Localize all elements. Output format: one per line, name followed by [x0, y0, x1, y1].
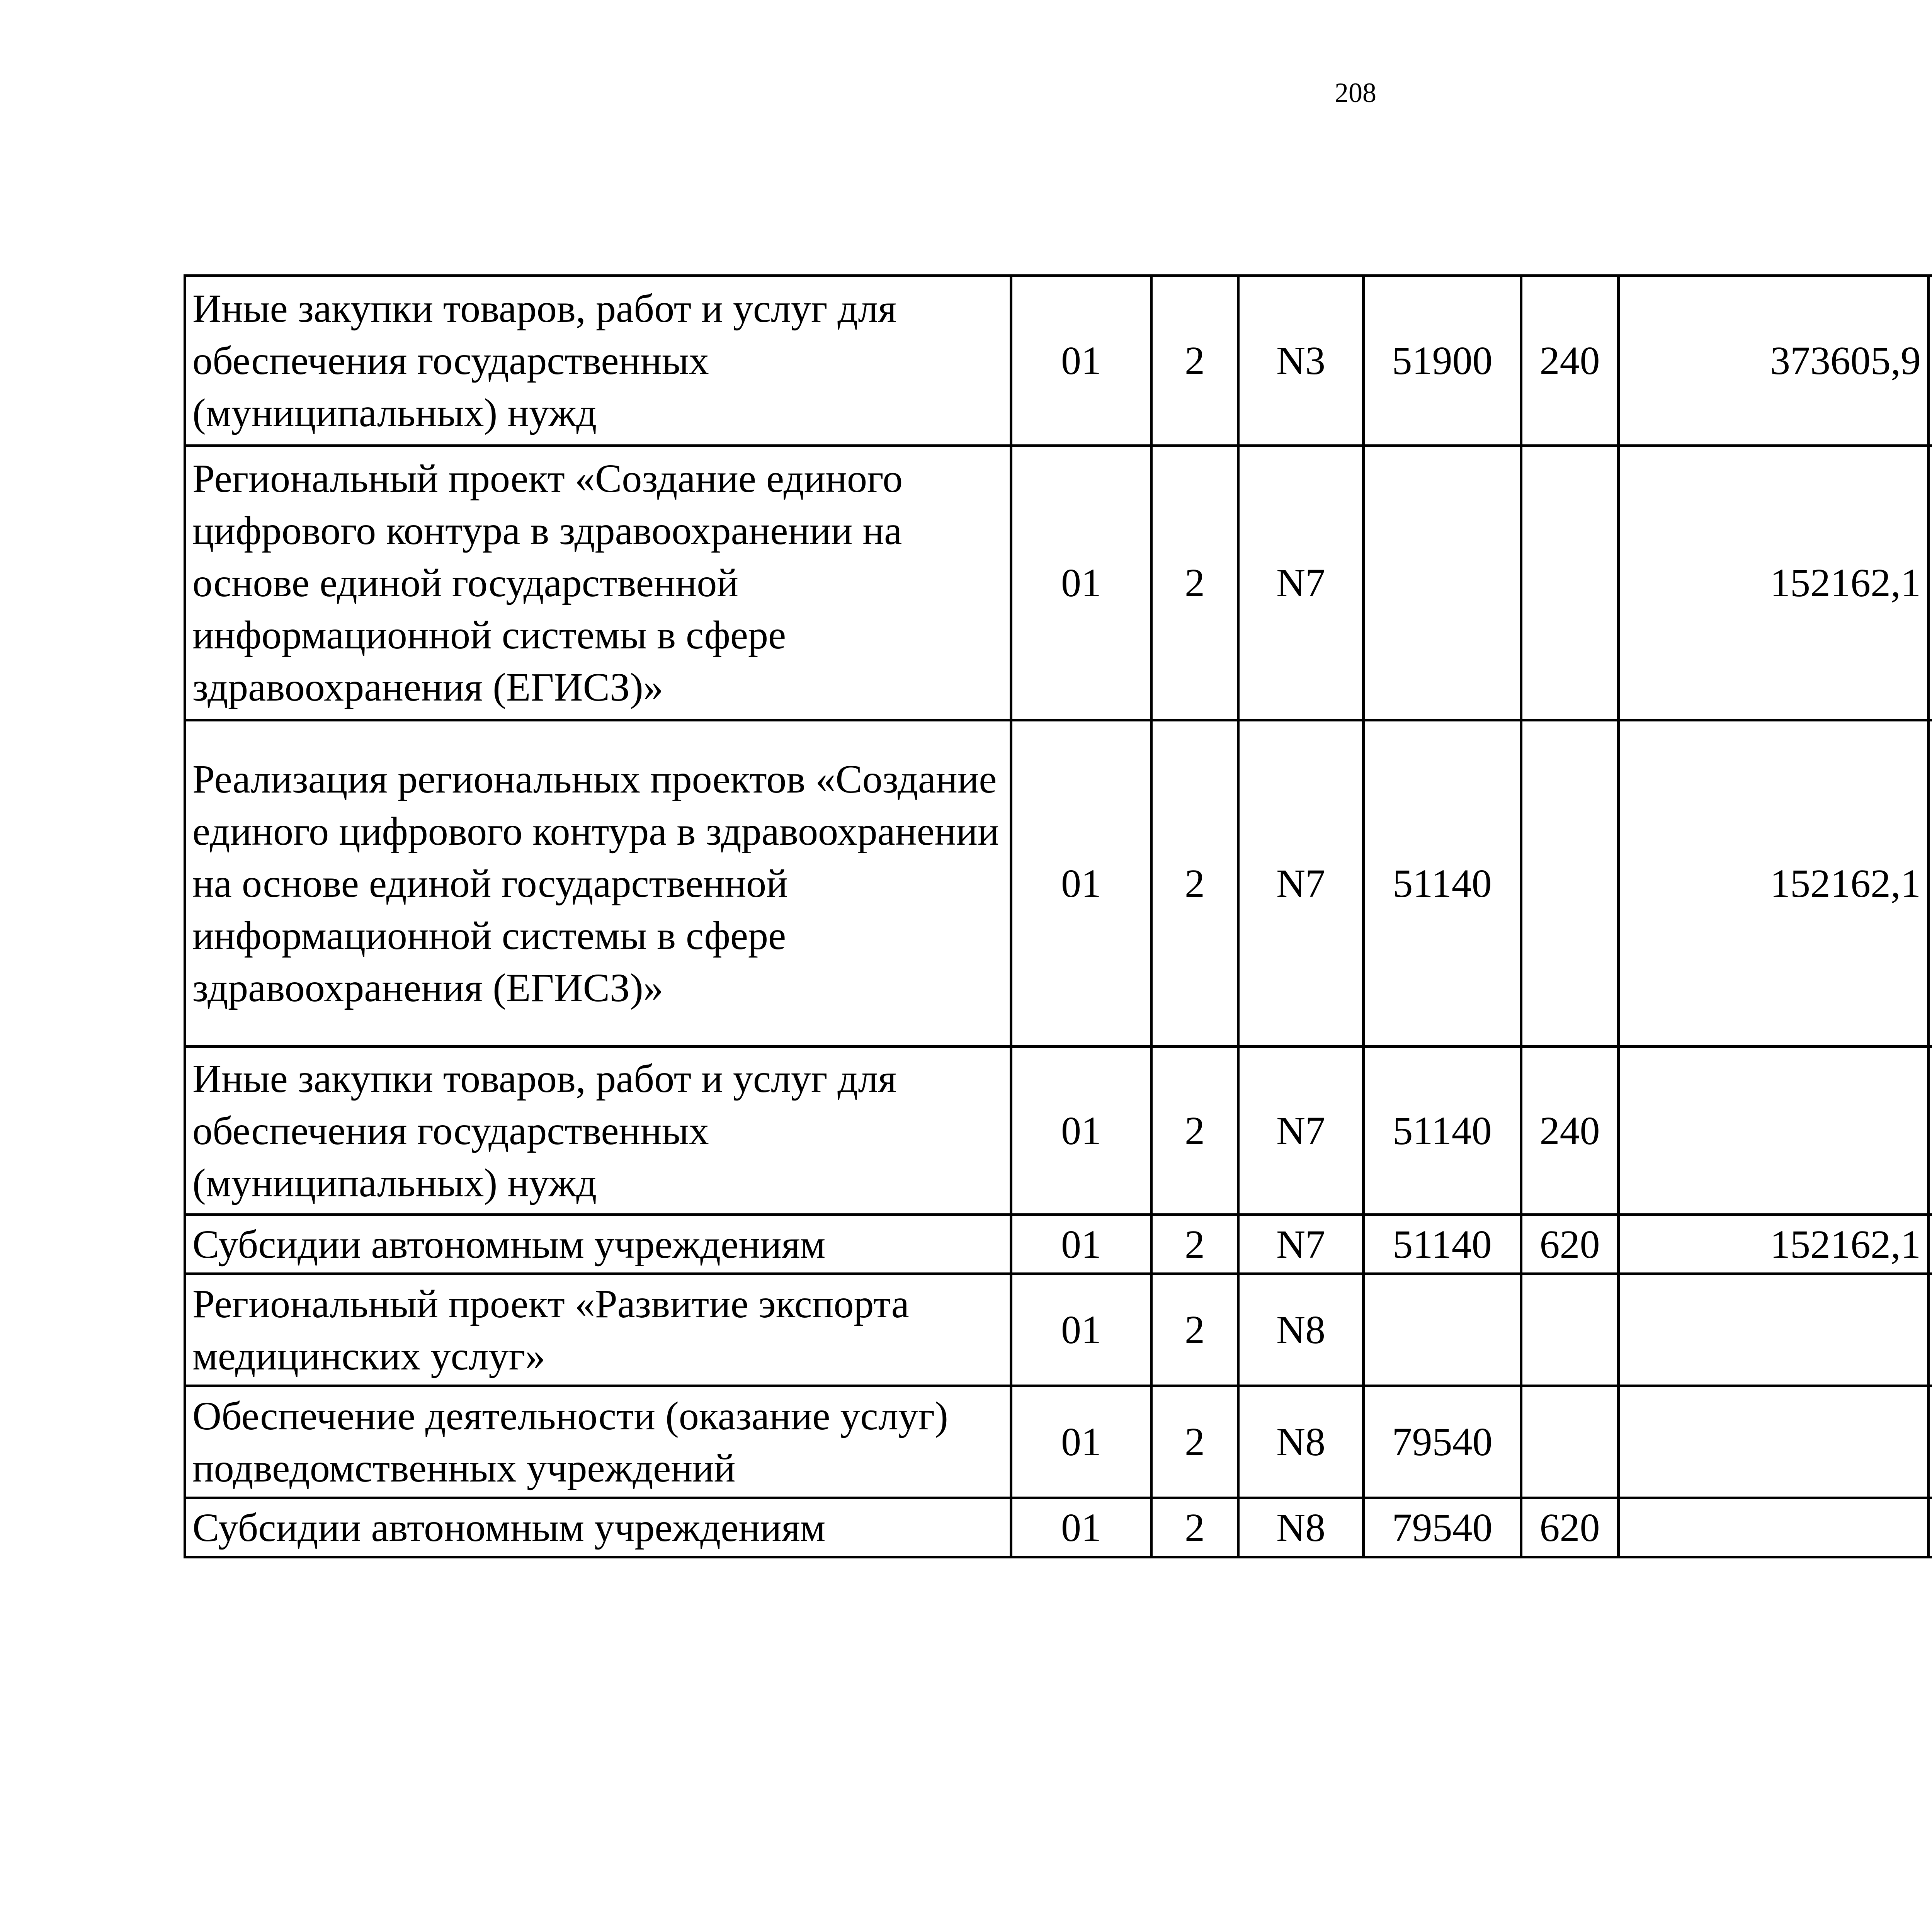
section-code: 01	[1011, 276, 1151, 446]
row-name: Иные закупки товаров, работ и услуг для обеспечения государственных (муниципальных) нужд	[185, 276, 1011, 446]
program-code: 2	[1151, 276, 1238, 446]
table-row	[185, 276, 1932, 446]
section-code: 01	[1011, 1274, 1151, 1386]
page-number: 208	[1335, 77, 1376, 108]
expense-type-code	[1521, 720, 1619, 1047]
section-code: 01	[1011, 720, 1151, 1047]
project-code: N7	[1238, 720, 1364, 1047]
project-code: N8	[1238, 1498, 1364, 1557]
amount-1	[1619, 1047, 1929, 1215]
project-code: N8	[1238, 1274, 1364, 1386]
program-code: 2	[1151, 1215, 1238, 1274]
amount-2	[1929, 1215, 1932, 1274]
row-name: Субсидии автономным учреждениям	[185, 1215, 1011, 1274]
table-row	[185, 1386, 1932, 1498]
program-code: 2	[1151, 446, 1238, 720]
direction-code: 51900	[1364, 276, 1521, 446]
project-code: N8	[1238, 1386, 1364, 1498]
section-code: 01	[1011, 1215, 1151, 1274]
program-code: 2	[1151, 720, 1238, 1047]
budget-table	[184, 274, 1932, 1558]
direction-code	[1364, 1274, 1521, 1386]
amount-2	[1929, 446, 1932, 720]
amount-1	[1619, 1498, 1929, 1557]
expense-type-code	[1521, 1386, 1619, 1498]
direction-code: 51140	[1364, 1047, 1521, 1215]
amount-2	[1929, 276, 1932, 446]
amount-2	[1929, 720, 1932, 1047]
program-code: 2	[1151, 1498, 1238, 1557]
program-code: 2	[1151, 1047, 1238, 1215]
expense-type-code: 240	[1521, 1047, 1619, 1215]
table-row	[185, 1215, 1932, 1274]
project-code: N3	[1238, 276, 1364, 446]
table-row	[185, 1047, 1932, 1215]
expense-type-code	[1521, 446, 1619, 720]
amount-1	[1619, 1274, 1929, 1386]
direction-code	[1364, 446, 1521, 720]
table-row	[185, 446, 1932, 720]
row-name: Обеспечение деятельности (оказание услуг) подведомственных учреждений	[185, 1386, 1011, 1498]
amount-1: 152162,1	[1619, 446, 1929, 720]
amount-1: 373605,9	[1619, 276, 1929, 446]
amount-2	[1929, 1498, 1932, 1557]
expense-type-code	[1521, 1274, 1619, 1386]
direction-code: 79540	[1364, 1386, 1521, 1498]
expense-type-code: 620	[1521, 1215, 1619, 1274]
expense-type-code: 240	[1521, 276, 1619, 446]
project-code: N7	[1238, 1047, 1364, 1215]
project-code: N7	[1238, 446, 1364, 720]
table-row	[185, 720, 1932, 1047]
direction-code: 51140	[1364, 720, 1521, 1047]
row-name: Иные закупки товаров, работ и услуг для обеспечения государственных (муниципальных) нужд	[185, 1047, 1011, 1215]
amount-2	[1929, 1386, 1932, 1498]
row-name: Реализация региональных проектов «Создание единого цифрового контура в здравоохранении на основе единой государственной информационной системы в сфере здравоохранения (ЕГИСЗ)»	[185, 720, 1011, 1047]
program-code: 2	[1151, 1274, 1238, 1386]
expense-type-code: 620	[1521, 1498, 1619, 1557]
section-code: 01	[1011, 1386, 1151, 1498]
section-code: 01	[1011, 446, 1151, 720]
direction-code: 51140	[1364, 1215, 1521, 1274]
table-row	[185, 1498, 1932, 1557]
amount-1: 152162,1	[1619, 1215, 1929, 1274]
program-code: 2	[1151, 1386, 1238, 1498]
project-code: N7	[1238, 1215, 1364, 1274]
amount-1	[1619, 1386, 1929, 1498]
section-code: 01	[1011, 1498, 1151, 1557]
amount-2	[1929, 1047, 1932, 1215]
direction-code: 79540	[1364, 1498, 1521, 1557]
row-name: Региональный проект «Создание единого цифрового контура в здравоохранении на основе единой государственной информационной системы в сфере здравоохранения (ЕГИСЗ)»	[185, 446, 1011, 720]
amount-2	[1929, 1274, 1932, 1386]
row-name: Региональный проект «Развитие экспорта медицинских услуг»	[185, 1274, 1011, 1386]
row-name: Субсидии автономным учреждениям	[185, 1498, 1011, 1557]
amount-1: 152162,1	[1619, 720, 1929, 1047]
section-code: 01	[1011, 1047, 1151, 1215]
table-row	[185, 1274, 1932, 1386]
